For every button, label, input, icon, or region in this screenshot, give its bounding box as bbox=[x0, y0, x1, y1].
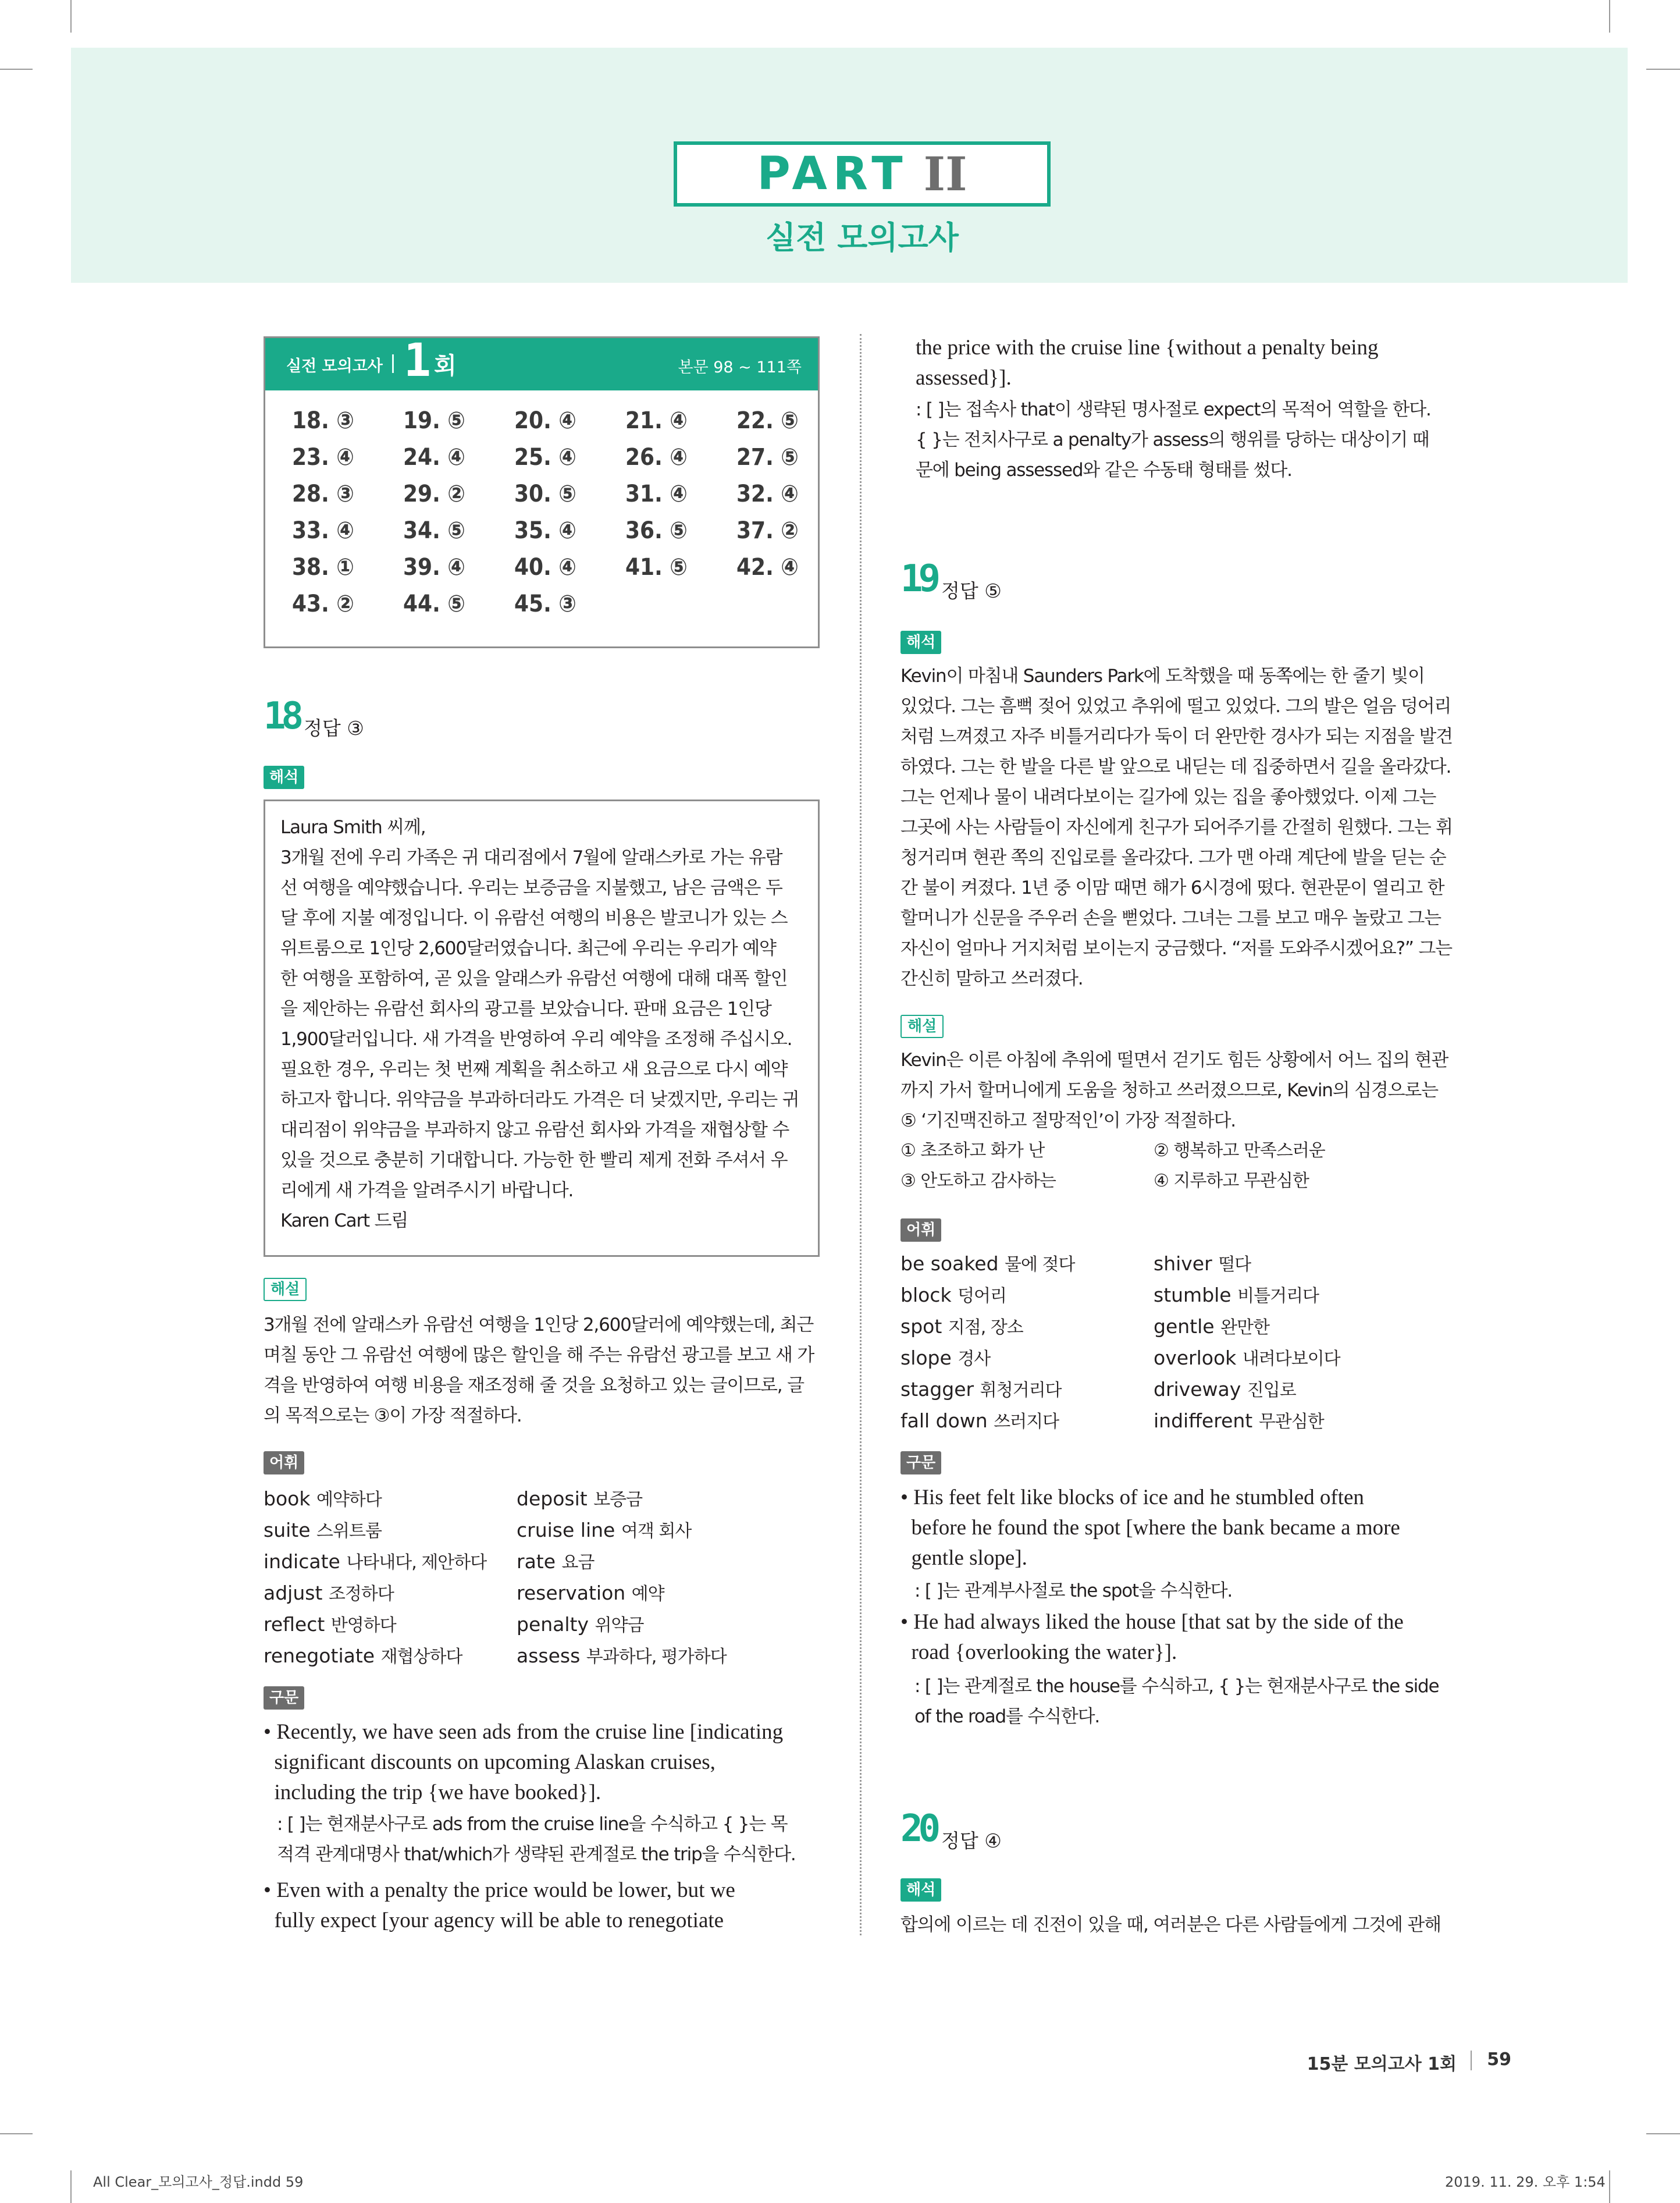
answer-cell: 24. ④ bbox=[403, 444, 465, 471]
vocab-meaning: 휘청거리다 bbox=[980, 1380, 1062, 1401]
syntax-example bbox=[900, 1607, 1404, 1668]
vocab-meaning: 예약 bbox=[631, 1584, 664, 1604]
vocab-entry bbox=[517, 1484, 749, 1515]
answer-cell: 44. ⑤ bbox=[403, 591, 465, 617]
vocab-word: deposit bbox=[517, 1487, 588, 1510]
vocab-meaning: 내려다보이다 bbox=[1242, 1349, 1340, 1369]
vocab-meaning: 부과하다, 평가하다 bbox=[586, 1647, 727, 1667]
vocab-entry bbox=[264, 1547, 517, 1578]
translation-line: 합의에 이르는 데 진전이 있을 때, 여러분은 다른 사람들에게 그것에 관해 bbox=[900, 1914, 1441, 1935]
vocab-word: be soaked bbox=[900, 1252, 999, 1275]
part-subtitle: 실전 모의고사 bbox=[766, 219, 959, 256]
vocab-word: rate bbox=[517, 1550, 556, 1573]
syntax-tag: 구문 bbox=[900, 1451, 941, 1474]
letter-translation bbox=[280, 812, 799, 1236]
vocab-list bbox=[900, 1249, 1386, 1437]
vocab-entry bbox=[900, 1312, 1154, 1343]
letter-line: 하고자 합니다. 위약금을 부과하더라도 가격은 더 낮겠지만, 우리는 귀 bbox=[280, 1089, 799, 1110]
letter-line: Karen Cart 드림 bbox=[280, 1210, 408, 1231]
test-number-suffix: 회 bbox=[434, 353, 457, 379]
vocab-meaning: 떨다 bbox=[1218, 1255, 1251, 1275]
vocab-meaning: 조정하다 bbox=[328, 1584, 394, 1604]
footer-divider bbox=[1471, 2051, 1472, 2070]
syntax-note-line: 적격 관계대명사 that/which가 생략된 관계절로 the trip을 수식한다. bbox=[277, 1844, 796, 1865]
vocab-meaning: 반영하다 bbox=[330, 1615, 396, 1636]
vocab-entry bbox=[264, 1515, 517, 1547]
question-number: 19 bbox=[900, 557, 937, 601]
vocab-word: suite bbox=[264, 1519, 311, 1541]
vocab-entry bbox=[1154, 1312, 1386, 1343]
vocab-meaning: 물에 젖다 bbox=[1005, 1255, 1075, 1275]
translation-line: 할머니가 신문을 주우러 손을 뻗었다. 그녀는 그를 보고 매우 놀랐고 그는 bbox=[900, 908, 1441, 929]
vocab-meaning: 예약하다 bbox=[316, 1490, 382, 1510]
part-roman-numeral: II bbox=[923, 147, 967, 201]
vocab-entry bbox=[517, 1609, 749, 1641]
vocab-meaning: 위약금 bbox=[595, 1615, 644, 1636]
syntax-line: before he found the spot [where the bank became a more bbox=[900, 1516, 1400, 1540]
syntax-line: the price with the cruise line {without a penalty being bbox=[916, 336, 1379, 360]
answer-cell: 22. ⑤ bbox=[736, 407, 799, 434]
translation-text bbox=[900, 1910, 1441, 1940]
syntax-note-line: : [ ]는 현재분사구로 ads from the cruise line을 수식하고 { }는 목 bbox=[277, 1814, 788, 1835]
answer-cell: 26. ④ bbox=[625, 444, 688, 471]
translation-tag: 해석 bbox=[900, 1878, 941, 1902]
explanation-line: ⑤ ‘기진맥진하고 절망적인’이 가장 적절하다. bbox=[900, 1110, 1236, 1131]
syntax-tag: 구문 bbox=[264, 1686, 304, 1710]
syntax-line: significant discounts on upcoming Alaskan cruises, bbox=[264, 1750, 716, 1774]
answer-grid bbox=[292, 407, 804, 619]
explanation-line: 의 목적으로는 ③이 가장 적절하다. bbox=[264, 1405, 522, 1426]
translation-line: 청거리며 현관 쪽의 진입로를 올라갔다. 그가 맨 아래 계단에 발을 딛는 순 bbox=[900, 847, 1446, 868]
vocab-meaning: 요금 bbox=[561, 1552, 595, 1573]
translation-line: Kevin이 마침내 Saunders Park에 도착했을 때 동쪽에는 한 줄기 빛이 bbox=[900, 666, 1425, 687]
answer-cell: 41. ⑤ bbox=[625, 554, 688, 581]
answer-cell: 37. ② bbox=[736, 517, 799, 544]
vocab-tag: 어휘 bbox=[264, 1451, 304, 1474]
syntax-line: • He had always liked the house [that sat by the side of the bbox=[900, 1610, 1404, 1634]
correct-answer: 정답 ⑤ bbox=[941, 580, 1002, 602]
translation-tag: 해석 bbox=[264, 766, 304, 789]
crop-mark bbox=[70, 0, 72, 33]
vocab-word: assess bbox=[517, 1644, 581, 1667]
syntax-note-line: : [ ]는 관계부사절로 the spot을 수식한다. bbox=[914, 1580, 1232, 1601]
translation-line: 간신히 말하고 쓰러졌다. bbox=[900, 968, 1083, 989]
explanation-line: 3개월 전에 알래스카 유람선 여행을 1인당 2,600달러에 예약했는데, 최근 bbox=[264, 1314, 814, 1335]
vocab-word: fall down bbox=[900, 1409, 988, 1432]
answer-cell: 33. ④ bbox=[292, 517, 354, 544]
answer-table bbox=[264, 336, 820, 648]
syntax-line: road {overlooking the water}]. bbox=[900, 1640, 1177, 1664]
vocab-word: shiver bbox=[1154, 1252, 1212, 1275]
crop-mark bbox=[0, 2133, 33, 2134]
vocab-entry bbox=[264, 1641, 517, 1672]
explanation-line: Kevin은 이른 아침에 추위에 떨면서 걷기도 힘든 상황에서 어느 집의 현관 bbox=[900, 1050, 1448, 1071]
explanation-line: 격을 반영하여 여행 비용을 재조정해 줄 것을 요청하고 있는 글이므로, 글 bbox=[264, 1375, 804, 1396]
vocab-meaning: 지점, 장소 bbox=[948, 1317, 1023, 1338]
syntax-example-continued bbox=[916, 333, 1379, 393]
answer-cell: 42. ④ bbox=[736, 554, 799, 581]
answer-cell: 28. ③ bbox=[292, 481, 354, 507]
answer-cell: 38. ① bbox=[292, 554, 354, 581]
vocab-meaning: 덩어리 bbox=[958, 1286, 1007, 1306]
letter-line: 있을 것으로 충분히 기대합니다. 가능한 한 빨리 제게 전화 주셔서 우 bbox=[280, 1150, 788, 1171]
answer-cell: 29. ② bbox=[403, 481, 465, 507]
translation-line: 그는 언제나 물이 내려다보이는 길가에 있는 집을 좋아했었다. 이제 그는 bbox=[900, 787, 1436, 808]
vocab-entry bbox=[900, 1374, 1154, 1406]
answer-cell: 36. ⑤ bbox=[625, 517, 688, 544]
vocab-word: reservation bbox=[517, 1582, 626, 1604]
print-slug-filename: All Clear_모의고사_정답.indd 59 bbox=[93, 2174, 304, 2190]
answer-table-header bbox=[265, 335, 818, 390]
syntax-note-line: of the road를 수식한다. bbox=[914, 1706, 1100, 1727]
syntax-note bbox=[914, 1671, 1439, 1732]
vocab-word: penalty bbox=[517, 1613, 589, 1636]
letter-line: 선 여행을 예약했습니다. 우리는 보증금을 지불했고, 남은 금액은 두 bbox=[280, 877, 782, 898]
part-title-box bbox=[674, 141, 1051, 207]
vocab-meaning: 보증금 bbox=[593, 1490, 643, 1510]
answer-cell: 34. ⑤ bbox=[403, 517, 465, 544]
letter-line: 한 여행을 포함하여, 곧 있을 알래스카 유람선 여행에 대해 대폭 할인 bbox=[280, 968, 788, 989]
part-title: PART bbox=[757, 148, 909, 200]
vocab-meaning: 경사 bbox=[958, 1349, 991, 1369]
test-number: 1 bbox=[404, 335, 431, 387]
answer-cell: 32. ④ bbox=[736, 481, 799, 507]
vocab-entry bbox=[1154, 1343, 1386, 1374]
answer-table-label: 실전 모의고사 bbox=[286, 357, 383, 375]
translation-line: 그곳에 사는 사람들이 자신에게 친구가 되어주기를 간절히 원했다. 그는 휘 bbox=[900, 817, 1453, 838]
letter-line: 위트룸으로 1인당 2,600달러였습니다. 최근에 우리는 우리가 예약 bbox=[280, 938, 776, 959]
vocab-word: cruise line bbox=[517, 1519, 615, 1541]
vocab-word: indicate bbox=[264, 1550, 340, 1573]
translation-tag: 해석 bbox=[900, 631, 941, 654]
answer-options bbox=[900, 1136, 1386, 1196]
page-range: 본문 98 ~ 111쪽 bbox=[678, 358, 802, 376]
vocab-meaning: 여객 회사 bbox=[621, 1521, 692, 1541]
explanation-line: 까지 가서 할머니에게 도움을 청하고 쓰러졌으므로, Kevin의 심경으로는 bbox=[900, 1080, 1438, 1101]
vocab-word: book bbox=[264, 1487, 311, 1510]
vocab-meaning: 비틀거리다 bbox=[1237, 1286, 1319, 1306]
explanation-text bbox=[900, 1045, 1448, 1136]
explanation-text bbox=[264, 1310, 814, 1431]
answer-cell: 31. ④ bbox=[625, 481, 688, 507]
syntax-note bbox=[914, 1576, 1232, 1606]
answer-cell: 43. ② bbox=[292, 591, 354, 617]
vocab-entry bbox=[900, 1249, 1154, 1280]
translation-line: 간 불이 켜졌다. 1년 중 이맘 때면 해가 6시경에 떴다. 현관문이 열리고 한 bbox=[900, 877, 1444, 898]
letter-line: 달 후에 지불 예정입니다. 이 유람선 여행의 비용은 발코니가 있는 스 bbox=[280, 908, 788, 929]
print-slug-date: 2019. 11. 29. 오후 1:54 bbox=[1445, 2174, 1606, 2190]
syntax-line: assessed}]. bbox=[916, 366, 1012, 390]
syntax-note-line: : [ ]는 접속사 that이 생략된 명사절로 expect의 목적어 역할을 한다. bbox=[916, 399, 1431, 420]
vocab-entry bbox=[1154, 1280, 1386, 1312]
question-number: 20 bbox=[900, 1807, 937, 1850]
syntax-note-line: { }는 전치사구로 a penalty가 assess의 행위를 당하는 대상이기 때 bbox=[916, 429, 1429, 450]
vocab-word: driveway bbox=[1154, 1378, 1241, 1401]
syntax-line: • Even with a penalty the price would be lower, but we bbox=[264, 1878, 735, 1902]
vocab-meaning: 재협상하다 bbox=[380, 1647, 462, 1667]
crop-mark bbox=[1646, 69, 1680, 70]
answer-cell: 18. ③ bbox=[292, 407, 354, 434]
answer-cell: 21. ④ bbox=[625, 407, 688, 434]
vocab-entry bbox=[264, 1578, 517, 1609]
vocab-entry bbox=[900, 1406, 1154, 1437]
vocab-meaning: 진입로 bbox=[1247, 1380, 1296, 1401]
footer-title: 15분 모의고사 1회 bbox=[1307, 2054, 1457, 2074]
vocab-word: renegotiate bbox=[264, 1644, 375, 1667]
header-divider bbox=[392, 354, 394, 373]
vocab-entry bbox=[900, 1343, 1154, 1374]
answer-cell: 40. ④ bbox=[514, 554, 576, 581]
syntax-note-line: 문에 being assessed와 같은 수동태 형태를 썼다. bbox=[916, 460, 1292, 481]
answer-option: ③ 안도하고 감사하는 bbox=[900, 1171, 1056, 1191]
vocab-tag: 어휘 bbox=[900, 1218, 941, 1242]
syntax-line: fully expect [your agency will be able to renegotiate bbox=[264, 1909, 724, 1932]
crop-mark bbox=[1646, 2133, 1680, 2134]
answer-option: ④ 지루하고 무관심한 bbox=[1154, 1171, 1309, 1191]
syntax-line: including the trip {we have booked}]. bbox=[264, 1781, 601, 1804]
answer-cell: 45. ③ bbox=[514, 591, 576, 617]
vocab-word: adjust bbox=[264, 1582, 323, 1604]
syntax-note-line: : [ ]는 관계절로 the house를 수식하고, { }는 현재분사구로 the side bbox=[914, 1676, 1439, 1697]
vocab-entry bbox=[900, 1280, 1154, 1312]
vocab-meaning: 나타내다, 제안하다 bbox=[346, 1552, 487, 1573]
letter-line: 필요한 경우, 우리는 첫 번째 계획을 취소하고 새 요금으로 다시 예약 bbox=[280, 1059, 788, 1080]
syntax-example bbox=[900, 1483, 1400, 1573]
translation-line: 있었다. 그는 흠뻑 젖어 있었고 추위에 떨고 있었다. 그의 발은 얼음 덩어리 bbox=[900, 696, 1451, 717]
vocab-word: stagger bbox=[900, 1378, 974, 1401]
vocab-list bbox=[264, 1484, 749, 1672]
page-number: 59 bbox=[1487, 2049, 1511, 2070]
vocab-entry bbox=[517, 1578, 749, 1609]
crop-mark bbox=[1609, 2170, 1610, 2203]
vocab-entry bbox=[1154, 1374, 1386, 1406]
syntax-example bbox=[264, 1875, 735, 1936]
translation-line: 자신이 얼마나 거지처럼 보이는지 궁금했다. “저를 도와주시겠어요?” 그는 bbox=[900, 938, 1452, 959]
column-divider bbox=[860, 334, 862, 1935]
vocab-word: reflect bbox=[264, 1613, 325, 1636]
vocab-entry bbox=[517, 1547, 749, 1578]
crop-mark bbox=[1609, 0, 1610, 33]
correct-answer: 정답 ③ bbox=[304, 717, 364, 740]
vocab-entry bbox=[264, 1484, 517, 1515]
vocab-word: slope bbox=[900, 1346, 952, 1369]
answer-cell: 35. ④ bbox=[514, 517, 576, 544]
answer-cell: 39. ④ bbox=[403, 554, 465, 581]
syntax-line: • His feet felt like blocks of ice and he stumbled often bbox=[900, 1486, 1364, 1509]
translation-text bbox=[900, 661, 1453, 994]
syntax-line: gentle slope]. bbox=[900, 1546, 1027, 1570]
vocab-meaning: 완만한 bbox=[1220, 1317, 1270, 1338]
vocab-word: overlook bbox=[1154, 1346, 1237, 1369]
vocab-word: block bbox=[900, 1284, 952, 1306]
explanation-tag: 해설 bbox=[264, 1278, 307, 1301]
answer-option: ① 초조하고 화가 난 bbox=[900, 1140, 1045, 1161]
crop-mark bbox=[0, 69, 33, 70]
letter-line: 1,900달러입니다. 새 가격을 반영하여 우리 예약을 조정해 주십시오. bbox=[280, 1029, 792, 1050]
vocab-word: spot bbox=[900, 1315, 942, 1338]
vocab-entry bbox=[264, 1609, 517, 1641]
letter-line: 대리점이 위약금을 부과하지 않고 유람선 회사와 가격을 재협상할 수 bbox=[280, 1120, 789, 1140]
vocab-entry bbox=[1154, 1406, 1386, 1437]
translation-line: 하였다. 그는 한 발을 다른 발 앞으로 내딛는 데 집중하면서 길을 올라갔다. bbox=[900, 756, 1451, 777]
vocab-meaning: 스위트룸 bbox=[316, 1521, 382, 1541]
vocab-word: indifferent bbox=[1154, 1409, 1253, 1432]
explanation-tag: 해설 bbox=[900, 1015, 944, 1038]
answer-cell: 30. ⑤ bbox=[514, 481, 576, 507]
vocab-entry bbox=[1154, 1249, 1386, 1280]
letter-line: 3개월 전에 우리 가족은 귀 대리점에서 7월에 알래스카로 가는 유람 bbox=[280, 847, 782, 868]
question-number: 18 bbox=[264, 695, 300, 738]
letter-line: 을 제안하는 유람선 회사의 광고를 보았습니다. 판매 요금은 1인당 bbox=[280, 999, 771, 1019]
crop-mark bbox=[70, 2170, 72, 2203]
syntax-example bbox=[264, 1717, 783, 1808]
answer-cell: 19. ⑤ bbox=[403, 407, 465, 434]
vocab-meaning: 쓰러지다 bbox=[994, 1412, 1059, 1432]
letter-line: Laura Smith 씨께, bbox=[280, 817, 426, 838]
vocab-word: stumble bbox=[1154, 1284, 1231, 1306]
explanation-line: 며칠 동안 그 유람선 여행에 많은 할인을 해 주는 유람선 광고를 보고 새 가 bbox=[264, 1345, 814, 1366]
answer-cell: 27. ⑤ bbox=[736, 444, 799, 471]
answer-option: ② 행복하고 만족스러운 bbox=[1154, 1140, 1325, 1161]
syntax-note bbox=[916, 395, 1431, 485]
letter-line: 리에게 새 가격을 알려주시기 바랍니다. bbox=[280, 1180, 574, 1201]
vocab-word: gentle bbox=[1154, 1315, 1215, 1338]
syntax-line: • Recently, we have seen ads from the cruise line [indicating bbox=[264, 1720, 784, 1744]
vocab-entry bbox=[517, 1641, 749, 1672]
answer-cell: 23. ④ bbox=[292, 444, 354, 471]
syntax-note bbox=[277, 1809, 796, 1870]
vocab-meaning: 무관심한 bbox=[1258, 1412, 1324, 1432]
translation-line: 처럼 느껴졌고 자주 비틀거리다가 둑이 더 완만한 경사가 되는 지점을 발견 bbox=[900, 726, 1453, 747]
correct-answer: 정답 ④ bbox=[941, 1829, 1002, 1852]
vocab-entry bbox=[517, 1515, 749, 1547]
answer-cell: 25. ④ bbox=[514, 444, 576, 471]
answer-cell: 20. ④ bbox=[514, 407, 576, 434]
